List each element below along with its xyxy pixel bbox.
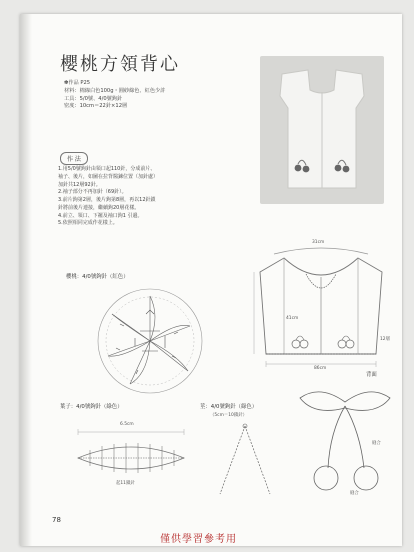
step-line: 1.用5/0號鉤針由領口起110針，分成前片、 <box>58 166 156 172</box>
magazine-page <box>20 14 402 546</box>
steps-list <box>58 166 244 228</box>
vest-schematic <box>246 232 396 382</box>
cherry-chart <box>90 286 210 396</box>
stem-chart <box>210 422 280 502</box>
step-line: 加針共12層92針。 <box>58 181 101 188</box>
back-label: 背面 <box>366 372 377 378</box>
leaf-width-dim: 6.5cm <box>120 422 134 427</box>
leaf-label: 葉子：4/0號鉤針（綠色） <box>60 404 123 410</box>
page-spine-shadow <box>20 14 32 546</box>
step-line: 針將前後片連接，繼續鉤20層花樣。 <box>58 204 140 211</box>
gauge: 密度：10cm＝22針×12層 <box>64 103 128 110</box>
work-ref: ✽作品 P25 <box>64 80 91 86</box>
leaf-chain-note: 起11鎖針 <box>116 481 135 486</box>
stem-dim: （5cm＝10鎖針） <box>210 413 248 418</box>
cherry-label: 櫻桃：4/0號鉤針（紅色） <box>66 274 129 280</box>
step-line: 4.前立、領口、下襬及袖口鉤1 引邊。 <box>58 212 143 219</box>
dim-width: 31cm <box>312 240 325 245</box>
step-line: 袖子、後片，如圖在拉背醫鍊位置（加針處） <box>58 173 159 180</box>
step-line: 5.依照相同完成作花樣上。 <box>58 220 118 227</box>
cherry-back-view <box>290 382 400 502</box>
dim-rows: 12層 <box>380 337 390 342</box>
back-note: 縫合 <box>350 491 359 496</box>
leaf-chart <box>64 418 194 492</box>
schematic-cherry-left <box>292 336 308 348</box>
vest-illustration <box>260 56 384 204</box>
watermark-text: 僅供學習參考用 <box>160 534 237 545</box>
vest-photo <box>260 56 384 204</box>
dim-bottom: 86cm <box>314 366 327 371</box>
step-line: 2.袖子部分不再加針（69針）。 <box>58 189 127 196</box>
steps-heading: 作 法 <box>60 152 88 165</box>
schematic-cherry-right <box>338 336 354 348</box>
stem-label: 莖：4/0號鉤針（綠色） <box>200 404 258 410</box>
tools: 工具：5/0號、4/0號鉤針 <box>64 95 123 102</box>
step-line: 3.前片鉤第2層，後片鉤第8層，再以12針鎖 <box>58 197 156 203</box>
pattern-title: 櫻桃方領背心 <box>60 54 180 75</box>
meta-info <box>64 80 165 111</box>
materials: 材料：棉線白色100g・圓紗綠色、紅色少許 <box>64 87 166 94</box>
page-number: 78 <box>52 516 61 524</box>
dim-height: 41cm <box>286 316 299 321</box>
back-note: 縫合 <box>372 441 381 446</box>
